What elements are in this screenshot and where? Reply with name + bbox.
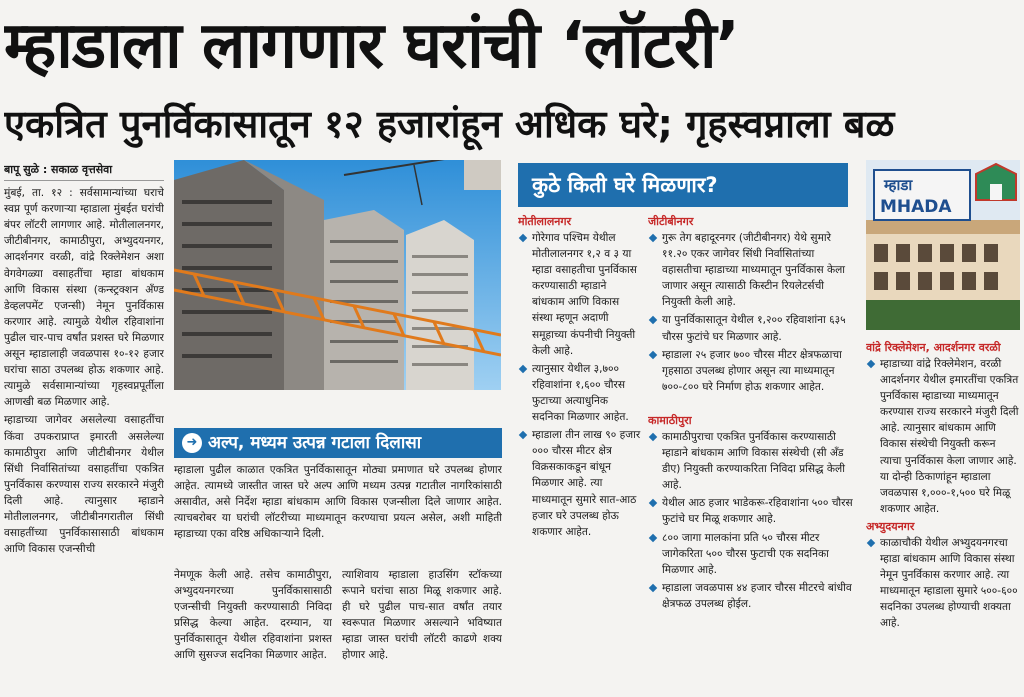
list-item: त्यानुसार येथील ३,७०० रहिवाशांना १,६०० चौरस फुटाच्या अत्याधुनिक सदनिका मिळणार आहेत. (518, 361, 642, 425)
list-item: ८०० जागा मालकांना प्रति ५० चौरस मीटर जागेकरिता ५०० चौरस फुटाची एक सदनिका मिळणार आहे. (648, 530, 856, 578)
list-item: या पुनर्विकासातून येथील १,२०० रहिवाशांना ६३५ चौरस फुटांचे घर मिळणार आहे. (648, 312, 856, 344)
list-item: काळाचौकी येथील अभ्युदयनगरचा म्हाडा बांधकाम आणि विकास संस्था नेमून पुनर्विकास करणार आहे. त्या माध्यमातून म्हाडाला सुमारे ५००-६०० सदनिका उपलब्ध होण्याची शक्यता आहे. (866, 535, 1020, 632)
byline: बापू सुळे : सकाळ वृत्तसेवा (4, 162, 164, 181)
sidebar-col-motilal (518, 214, 642, 697)
article-paragraph: मुंबई, ता. १२ : सर्वसामान्यांच्या घराचे स्वप्न पूर्ण करणाऱ्या म्हाडाला मुंबईत घरांची बंपर लॉटरी लागणार आहे. मोतीलालनगर, जीटीबीनगर, कामाठीपुरा, अभ्युदयनगर, आदर्शनगर वरळी, वांद्रे रिक्लेमेशन अशा वेगवेगळ्या वसाहतींचा म्हाडा बांधकाम आणि विकास संस्था (कन्स्ट्रक्शन अँण्ड डेव्हलपमेंट एजन्सी) नेमून पुनर्विकास करणार आहे. त्यामुळे येथील रहिवाशांना पुढील चार-पाच वर्षांत प्रशस्त घरे मिळणार असून म्हाडालाही जवळपास १०-१२ हजार घरांचा साठा उपलब्ध होऊ शकणार आहे. त्यामुळे सर्वसामान्यांच्या गृहस्वप्नपूर्तीला आणखी बळ मिळणार आहे. (4, 187, 164, 409)
list-item: येथील आठ हजार भाडेकरू-रहिवाशांना ५०० चौरस फुटांचे घर मिळू शकणार आहे. (648, 495, 856, 527)
section-heading: वांद्रे रिक्लेमेशन, आदर्शनगर वरळी (866, 341, 1001, 354)
list-item: म्हाडाच्या वांद्रे रिक्लेमेशन, वरळी आदर्शनगर येथील इमारतींचा एकत्रित पुनर्विकास म्हाडाच्या माध्यमातून करण्यास राज्य सरकारने मंजुरी दिली आहे. त्यानुसार बांधकाम आणि विकास संस्थेची नियुक्ती करून त्याचा पुनर्विकास केला जाणार आहे. या दोन्ही ठिकाणांहून म्हाडाला जवळपास १,०००-१,५०० घरे मिळू शकणार आहेत. (866, 356, 1020, 517)
sign-text: म्हाडा (884, 176, 913, 194)
sidebar-col-gtb (648, 214, 856, 697)
subheadline: एकत्रित पुनर्विकासातून १२ हजारांहून अधिक घरे; गृहस्वप्नाला बळ (4, 102, 895, 146)
sidebar-title: कुठे किती घरे मिळणार? (518, 163, 848, 207)
right-column (866, 340, 1020, 697)
headline: म्हाडाला लागणार घरांची ‘लॉटरी’ (4, 9, 739, 83)
mhada-office-photo (866, 160, 1020, 330)
section-banner (174, 428, 502, 458)
banner-text: अल्प, मध्यम उत्पन्न गटाला दिलासा (208, 433, 422, 453)
column-1 (4, 162, 164, 697)
article-paragraph: त्याशिवाय म्हाडाला हाउसिंग स्टॉकच्या रूपाने घरांचा साठा मिळू शकणार आहे. ही घरे पुढील पाच-सात वर्षांत तयार स्वरूपात मिळणार असल्याने भविष्यात म्हाडा जास्त घरांची लॉटरी काढणे शक्य होणार आहे. (342, 569, 502, 662)
list-item: म्हाडाला २५ हजार ७०० चौरस मीटर क्षेत्रफळाचा गृहसाठा उपलब्ध होणार असून त्या माध्यमातून ७००-८०० घरे निर्माण होऊ शकणार आहेत. (648, 347, 856, 395)
article-paragraph: म्हाडाला पुढील काळात एकत्रित पुनर्विकासातून मोठ्या प्रमाणात घरे उपलब्ध होणार आहेत. त्यामध्ये जास्तीत जास्त घरे अल्प आणि मध्यम उत्पन्न गटातील नागरिकांसाठी असावीत, असे निर्देश म्हाडा बांधकाम आणि विकास एजन्सीला दिले जाणार आहेत. त्याचबरोबर या घरांची लॉटरीच्या माध्यमातून करण्याचा प्रयत्न असेल, अशी माहिती म्हाडाच्या एका वरिष्ठ अधिकाऱ्याने दिली. (174, 464, 502, 541)
center-subcol-2 (342, 567, 502, 697)
list-item: म्हाडाला जवळपास ४४ हजार चौरस मीटरचे बांधीव क्षेत्रफळ उपलब्ध होईल. (648, 580, 856, 612)
section-heading: कामाठीपुरा (648, 413, 692, 427)
list-item: म्हाडाला तीन लाख ९० हजार ००० चौरस मीटर क्षेत्र विक्रसकाकडून बांधून मिळणार आहे. त्या माध्यमातून सुमारे सात-आठ हजार घरे उपलब्ध होऊ शकणार आहेत. (518, 427, 642, 540)
center-body (174, 462, 502, 560)
article-paragraph: नेमणूक केली आहे. तसेच कामाठीपुरा, अभ्युदयनगरच्या पुनर्विकासासाठी एजन्सीची नियुक्ती करण्यासाठी निविदा प्रसिद्ध केल्या आहेत. दरम्यान, या पुनर्विकासातून येथील रहिवाशांना प्रशस्त आणि सुसज्ज सदनिका मिळणार आहेत. (174, 569, 332, 662)
list-item: गुरू तेग बहादूरनगर (जीटीबीनगर) येथे सुमारे ११.२० एकर जागेवर सिंधी निर्वासितांच्या वहासतीचा म्हाडाच्या माध्यमातून पुनर्विकास केला जाणार असून त्यासाठी किस्टीन रियलेटर्सची नियुक्ती केली आहे. (648, 230, 856, 310)
article-paragraph: म्हाडाच्या जागेवर असलेल्या वसाहतींचा किंवा उपकराप्राप्त इमारती असलेल्या कामाठीपुरा आणि जीटीबीनगर येथील सिंधी निर्वासितांच्या वसाहतींचा एकत्रित पुनर्विकास करण्यास राज्य सरकारने मंजुरी दिली आहे. त्यानुसार म्हाडाने मोतीलालनगर, जीटीबीनगरातील सिंधी वसाहतींच्या पुनर्विकासासाठी बांधकाम आणि विकास एजन्सीची (4, 414, 164, 556)
arrow-right-icon: ➜ (182, 433, 202, 453)
sign-text: MHADA (880, 197, 952, 217)
list-item: कामाठीपुराचा एकत्रित पुनर्विकास करण्यासाठी म्हाडाने बांधकाम आणि विकास संस्थेची (सी अँड डीए) नियुक्ती करण्याकरिता निविदा प्रसिद्ध केली आहे. (648, 429, 856, 493)
building-photo (174, 160, 501, 390)
center-subcol-1 (174, 567, 332, 697)
section-heading: अभ्युदयनगर (866, 519, 915, 533)
section-heading: मोतीलालनगर (518, 215, 572, 228)
list-item: गोरेगाव पश्चिम येथील मोतीलालनगर १,२ व ३ या म्हाडा वसाहतीचा पुनर्विकास करण्यासाठी म्हाडाने बांधकाम आणि विकास संस्था म्हणून अदाणी समूहाच्या कंपनीची नियुक्ती केली आहे. (518, 230, 642, 359)
section-heading: जीटीबीनगर (648, 215, 694, 228)
